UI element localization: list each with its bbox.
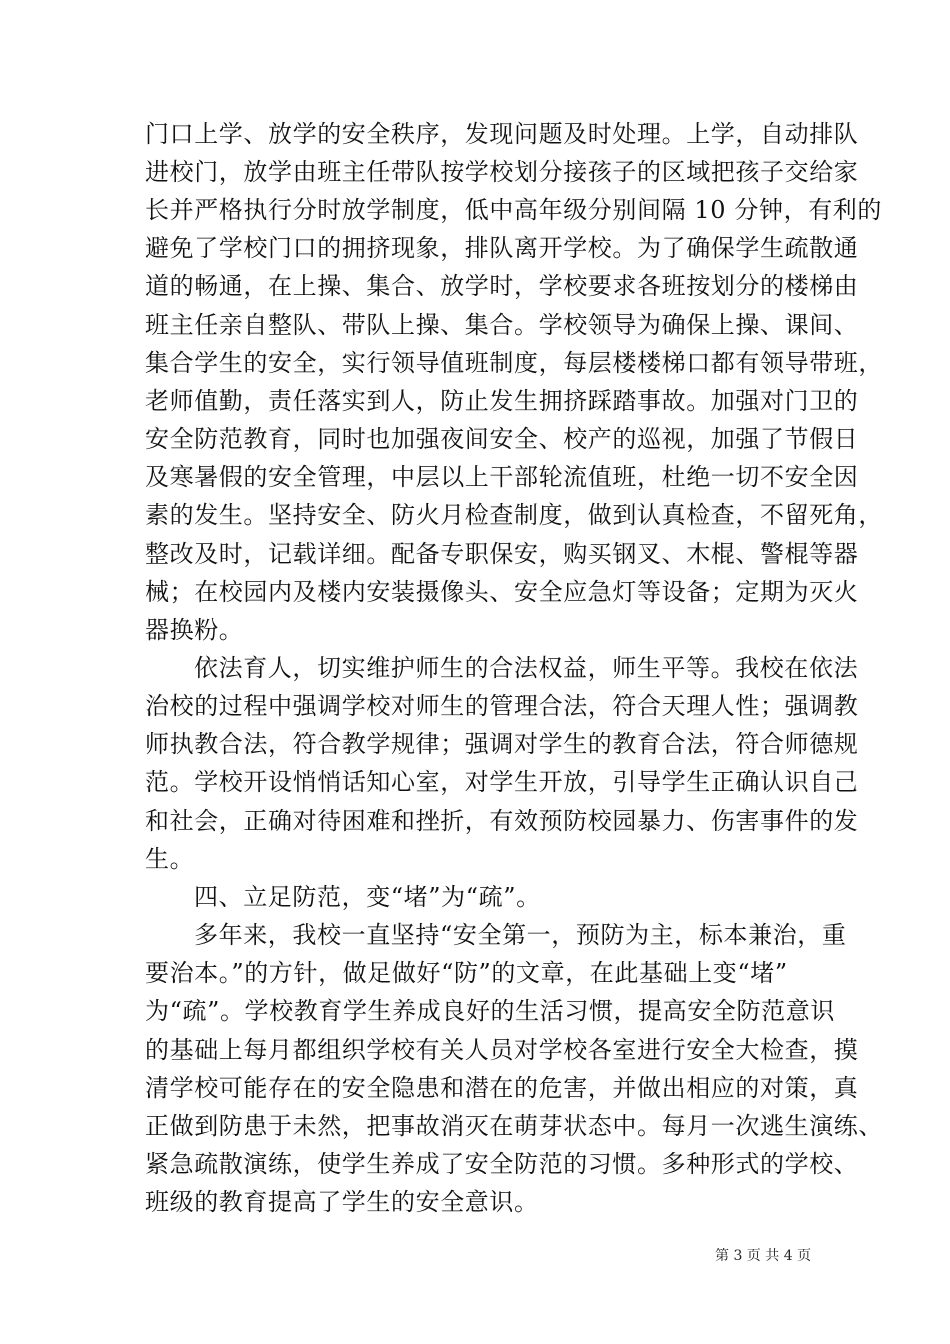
text-line: 及寒暑假的安全管理，中层以上干部轮流值班，杜绝一切不安全因 [145,463,859,491]
text-line: 安全防范教育，同时也加强夜间安全、校产的巡视，加强了节假日 [145,425,859,453]
text-line: 要治本。”的方针，做足做好“防”的文章，在此基础上变“堵” [145,959,788,987]
page-number: 第 3 页 共 4 页 [715,1248,812,1264]
text-line: 为“疏”。学校教育学生养成良好的生活习惯，提高安全防范意识 [145,997,835,1025]
text-line: 和社会，正确对待困难和挫折，有效预防校园暴力、伤害事件的发 [145,807,859,835]
text-line: 械；在校园内及楼内安装摄像头、安全应急灯等设备；定期为灭火 [145,578,859,606]
text-line: 师执教合法，符合教学规律；强调对学生的教育合法，符合师德规 [145,730,859,758]
text-line: 治校的过程中强调学校对师生的管理合法，符合天理人性；强调教 [145,692,859,720]
text-line: 的基础上每月都组织学校有关人员对学校各室进行安全大检查，摸 [145,1036,859,1064]
text-line: 素的发生。坚持安全、防火月检查制度，做到认真检查，不留死角， [145,501,883,529]
paragraph-start-line: 多年来，我校一直坚持“安全第一，预防为主，标本兼治，重 [194,921,847,949]
text-line: 门口上学、放学的安全秩序，发现问题及时处理。上学，自动排队 [145,120,859,148]
text-line: 器换粉。 [145,616,244,644]
text-line: 正做到防患于未然，把事故消灭在萌芽状态中。每月一次逃生演练、 [145,1112,883,1140]
text-line: 范。学校开设悄悄话知心室，对学生开放，引导学生正确认识自己 [145,768,859,796]
text-line: 避免了学校门口的拥挤现象，排队离开学校。为了确保学生疏散通 [145,234,859,262]
text-line: 道的畅通，在上操、集合、放学时，学校要求各班按划分的楼梯由 [145,272,859,300]
section-heading: 四、立足防范，变“堵”为“疏”。 [194,883,541,911]
text-line: 班级的教育提高了学生的安全意识。 [145,1188,539,1216]
text-line: 老师值勤，责任落实到人，防止发生拥挤踩踏事故。加强对门卫的 [145,387,859,415]
text-line: 清学校可能存在的安全隐患和潜在的危害，并做出相应的对策，真 [145,1074,859,1102]
text-line: 班主任亲自整队、带队上操、集合。学校领导为确保上操、课间、 [145,311,859,339]
text-line: 长并严格执行分时放学制度，低中高年级分别间隔 10 分钟，有利的 [145,196,882,224]
paragraph-start-line: 依法育人，切实维护师生的合法权益，师生平等。我校在依法 [194,654,859,682]
text-line: 整改及时，记载详细。配备专职保安，购买钢叉、木棍、警棍等器 [145,540,859,568]
text-line: 进校门，放学由班主任带队按学校划分接孩子的区域把孩子交给家 [145,158,859,186]
text-line: 紧急疏散演练，使学生养成了安全防范的习惯。多种形式的学校、 [145,1150,859,1178]
text-line: 生。 [145,845,195,873]
text-line: 集合学生的安全，实行领导值班制度，每层楼楼梯口都有领导带班， [145,349,883,377]
